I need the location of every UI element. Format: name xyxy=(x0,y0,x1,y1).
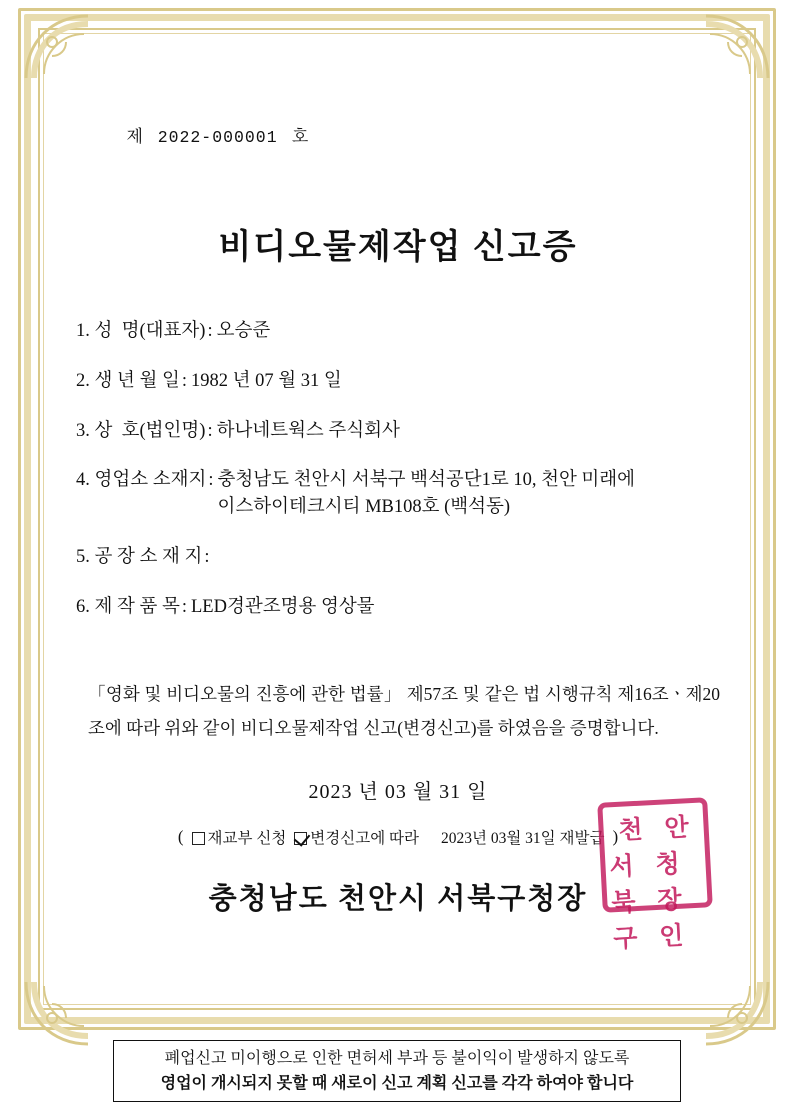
field-value-business-address: 충청남도 천안시 서북구 백석공단1로 10, 천안 미래에이스하이테크시티 MB108호 (백석동) xyxy=(217,470,636,518)
field-index: 3. xyxy=(76,420,90,441)
field-index: 1. xyxy=(76,321,90,341)
field-label: 상 호(법인명) xyxy=(94,420,206,441)
field-value-representative: 오승준 xyxy=(216,321,271,341)
field-colon: : xyxy=(181,596,187,617)
reissue-label: 재교부 신청 xyxy=(207,829,287,847)
field-colon: : xyxy=(181,370,187,391)
change-checkbox-group[interactable] xyxy=(294,826,419,848)
field-row xyxy=(76,594,736,621)
field-row xyxy=(76,544,736,571)
notice-line-2: 영업이 개시되지 못할 때 새로이 신고 계획 신고를 각각 하여야 합니다 xyxy=(160,1074,634,1092)
document-number-prefix: 제 xyxy=(126,127,144,146)
field-index: 5. xyxy=(76,547,90,568)
official-seal-icon xyxy=(597,797,713,954)
field-colon: : xyxy=(207,420,213,441)
seal-char-4: 청장인 xyxy=(654,850,685,951)
field-index: 6. xyxy=(76,596,90,617)
page-title: 비디오물제작업 신고증 xyxy=(218,229,578,266)
field-row xyxy=(76,318,736,345)
seal-char-3: 서북구 xyxy=(608,853,639,954)
seal-char-1: 천 xyxy=(617,816,644,845)
change-checkbox[interactable] xyxy=(294,832,307,845)
field-value-birthdate: 1982 년 07 월 31 일 xyxy=(191,370,342,391)
field-label: 생 년 월 일 xyxy=(94,370,180,391)
field-label: 공 장 소 재 지 xyxy=(94,547,203,568)
change-label: 변경신고에 따라 xyxy=(310,829,419,847)
document-number-line xyxy=(98,102,736,167)
field-label: 영업소 소재지 xyxy=(94,470,207,491)
bottom-notice xyxy=(113,1040,681,1102)
field-row xyxy=(76,418,736,445)
field-index: 2. xyxy=(76,370,90,391)
open-paren: ( xyxy=(177,826,184,846)
seal-characters xyxy=(607,807,704,954)
notice-line-1: 폐업신고 미이행으로 인한 면허세 부과 등 불이익이 발생하지 않도록 xyxy=(164,1050,630,1067)
document-number-suffix: 호 xyxy=(291,127,309,146)
issue-date: 2023 년 03 월 31 일 xyxy=(308,780,488,803)
field-row xyxy=(76,467,736,521)
field-value-product-items: LED경관조명용 영상물 xyxy=(191,596,375,617)
field-label: 성 명(대표자) xyxy=(94,321,206,341)
field-label: 제 작 품 목 xyxy=(94,596,180,617)
field-colon: : xyxy=(204,547,210,568)
reissue-checkbox-group[interactable] xyxy=(192,826,287,848)
document-number: 2022-000001 xyxy=(157,128,278,147)
field-index: 4. xyxy=(76,470,90,491)
seal-char-2: 안 xyxy=(663,814,690,843)
field-row xyxy=(76,368,736,395)
issuing-authority: 충청남도 천안시 서북구청장 xyxy=(208,882,588,915)
reissue-checkbox[interactable] xyxy=(192,832,205,845)
field-value-company-name: 하나네트웍스 주식회사 xyxy=(216,420,400,441)
field-colon: : xyxy=(208,470,214,491)
close-paren: ) xyxy=(612,826,619,846)
legal-statement: 「영화 및 비디오물의 진흥에 관한 법률」 제57조 및 같은 법 시행규칙 제16조ㆍ제20조에 따라 위와 같이 비디오물제작업 신고(변경신고)를 하였음을 증명합니다. xyxy=(88,683,720,738)
field-colon: : xyxy=(207,321,213,341)
reissue-date: 2023년 03월 31일 재발급 xyxy=(440,829,605,847)
fields-list xyxy=(76,318,736,621)
